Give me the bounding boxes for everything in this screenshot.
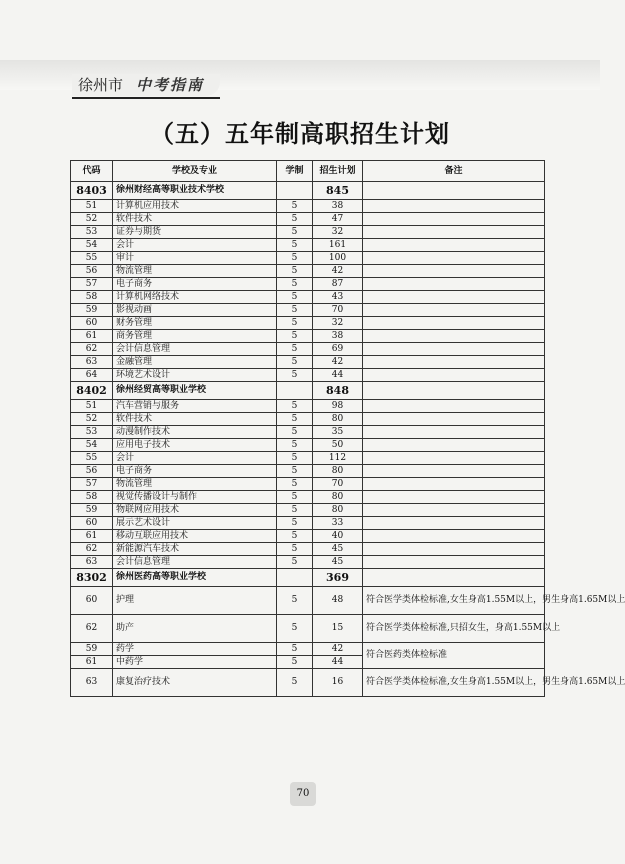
- major-cell: 应用电子技术: [113, 439, 277, 452]
- major-cell: 助产: [113, 615, 277, 643]
- years-cell: 5: [277, 669, 313, 697]
- years-cell: [277, 182, 313, 200]
- remark-cell: [363, 400, 545, 413]
- years-cell: 5: [277, 504, 313, 517]
- header-remark: 备注: [363, 161, 545, 182]
- years-cell: 5: [277, 478, 313, 491]
- quota-cell: 43: [313, 291, 363, 304]
- remark-cell: [363, 504, 545, 517]
- table-row: [71, 478, 545, 491]
- school-name-cell: 徐州财经高等职业技术学校: [113, 182, 277, 200]
- years-cell: 5: [277, 413, 313, 426]
- major-cell: 软件技术: [113, 213, 277, 226]
- quota-cell: 45: [313, 556, 363, 569]
- table-row: [71, 587, 545, 615]
- quota-cell: 47: [313, 213, 363, 226]
- remark-cell: [363, 343, 545, 356]
- code-cell: 8403: [71, 182, 113, 200]
- major-cell: 中药学: [113, 656, 277, 669]
- major-cell: 汽车营销与服务: [113, 400, 277, 413]
- code-cell: 63: [71, 669, 113, 697]
- code-cell: 63: [71, 556, 113, 569]
- code-cell: 60: [71, 317, 113, 330]
- quota-cell: 35: [313, 426, 363, 439]
- quota-cell: 32: [313, 317, 363, 330]
- remark-cell: [363, 569, 545, 587]
- remark-cell: [363, 317, 545, 330]
- table-row: [71, 239, 545, 252]
- table-row: [71, 213, 545, 226]
- major-cell: 新能源汽车技术: [113, 543, 277, 556]
- years-cell: 5: [277, 615, 313, 643]
- table-row: [71, 504, 545, 517]
- major-cell: 会计信息管理: [113, 343, 277, 356]
- years-cell: 5: [277, 200, 313, 213]
- remark-cell: 符合医学类体检标准,女生身高1.55M以上，男生身高1.65M以上: [363, 587, 545, 615]
- table-row: [71, 265, 545, 278]
- major-cell: 展示艺术设计: [113, 517, 277, 530]
- quota-cell: 38: [313, 330, 363, 343]
- remark-cell: [363, 304, 545, 317]
- years-cell: 5: [277, 452, 313, 465]
- years-cell: [277, 382, 313, 400]
- major-cell: 环境艺术设计: [113, 369, 277, 382]
- remark-cell: 符合医学类体检标准,只招女生，身高1.55M以上: [363, 615, 545, 643]
- major-cell: 电子商务: [113, 465, 277, 478]
- major-cell: 物流管理: [113, 265, 277, 278]
- quota-cell: 48: [313, 587, 363, 615]
- code-cell: 62: [71, 343, 113, 356]
- years-cell: 5: [277, 587, 313, 615]
- table-row: [71, 465, 545, 478]
- major-cell: 物联网应用技术: [113, 504, 277, 517]
- code-cell: 59: [71, 304, 113, 317]
- table-row: [71, 252, 545, 265]
- remark-cell: [363, 291, 545, 304]
- remark-cell: [363, 382, 545, 400]
- table-row: [71, 439, 545, 452]
- header-code: 代码: [71, 161, 113, 182]
- major-cell: 审计: [113, 252, 277, 265]
- quota-cell: 70: [313, 478, 363, 491]
- quota-cell: 369: [313, 569, 363, 587]
- code-cell: 51: [71, 200, 113, 213]
- years-cell: 5: [277, 517, 313, 530]
- table-row: [71, 400, 545, 413]
- code-cell: 55: [71, 252, 113, 265]
- table-row: [71, 200, 545, 213]
- remark-cell: 符合医药类体检标准: [363, 643, 545, 669]
- code-cell: 57: [71, 478, 113, 491]
- table-row: [71, 413, 545, 426]
- years-cell: 5: [277, 226, 313, 239]
- quota-cell: 80: [313, 491, 363, 504]
- code-cell: 55: [71, 452, 113, 465]
- code-cell: 59: [71, 643, 113, 656]
- years-cell: 5: [277, 465, 313, 478]
- header-city: 徐州市: [78, 76, 124, 94]
- quota-cell: 100: [313, 252, 363, 265]
- years-cell: 5: [277, 304, 313, 317]
- running-header: [72, 74, 220, 96]
- quota-cell: 80: [313, 465, 363, 478]
- remark-cell: [363, 491, 545, 504]
- table-header-row: [71, 161, 545, 182]
- table-row: [71, 278, 545, 291]
- code-cell: 52: [71, 413, 113, 426]
- years-cell: 5: [277, 439, 313, 452]
- table-row: [71, 669, 545, 697]
- years-cell: 5: [277, 556, 313, 569]
- major-cell: 会计: [113, 239, 277, 252]
- remark-cell: [363, 200, 545, 213]
- remark-cell: [363, 556, 545, 569]
- code-cell: 8402: [71, 382, 113, 400]
- major-cell: 金融管理: [113, 356, 277, 369]
- code-cell: 53: [71, 226, 113, 239]
- quota-cell: 98: [313, 400, 363, 413]
- major-cell: 会计: [113, 452, 277, 465]
- code-cell: 64: [71, 369, 113, 382]
- remark-cell: [363, 517, 545, 530]
- school-name-cell: 徐州医药高等职业学校: [113, 569, 277, 587]
- major-cell: 财务管理: [113, 317, 277, 330]
- code-cell: 54: [71, 239, 113, 252]
- quota-cell: 42: [313, 265, 363, 278]
- code-cell: 60: [71, 587, 113, 615]
- remark-cell: [363, 252, 545, 265]
- major-cell: 药学: [113, 643, 277, 656]
- quota-cell: 848: [313, 382, 363, 400]
- years-cell: 5: [277, 252, 313, 265]
- code-cell: 62: [71, 615, 113, 643]
- table-row: [71, 426, 545, 439]
- header-years: 学制: [277, 161, 313, 182]
- remark-cell: [363, 369, 545, 382]
- code-cell: 59: [71, 504, 113, 517]
- code-cell: 56: [71, 465, 113, 478]
- years-cell: 5: [277, 239, 313, 252]
- quota-cell: 44: [313, 656, 363, 669]
- quota-cell: 15: [313, 615, 363, 643]
- school-row: [71, 182, 545, 200]
- header-rule: [72, 97, 220, 99]
- table-row: [71, 343, 545, 356]
- table-row: [71, 317, 545, 330]
- code-cell: 63: [71, 356, 113, 369]
- table-row: [71, 356, 545, 369]
- years-cell: 5: [277, 643, 313, 656]
- years-cell: 5: [277, 400, 313, 413]
- code-cell: 58: [71, 491, 113, 504]
- remark-cell: [363, 439, 545, 452]
- table-row: [71, 291, 545, 304]
- table-row: [71, 556, 545, 569]
- code-cell: 62: [71, 543, 113, 556]
- code-cell: 56: [71, 265, 113, 278]
- school-name-cell: 徐州经贸高等职业学校: [113, 382, 277, 400]
- remark-cell: [363, 265, 545, 278]
- years-cell: 5: [277, 213, 313, 226]
- major-cell: 康复治疗技术: [113, 669, 277, 697]
- remark-cell: [363, 426, 545, 439]
- major-cell: 移动互联应用技术: [113, 530, 277, 543]
- years-cell: 5: [277, 356, 313, 369]
- major-cell: 影视动画: [113, 304, 277, 317]
- remark-cell: [363, 226, 545, 239]
- major-cell: 护理: [113, 587, 277, 615]
- remark-cell: [363, 213, 545, 226]
- years-cell: 5: [277, 265, 313, 278]
- table-row: [71, 517, 545, 530]
- remark-cell: [363, 278, 545, 291]
- remark-cell: [363, 543, 545, 556]
- remark-cell: [363, 182, 545, 200]
- major-cell: 物流管理: [113, 478, 277, 491]
- years-cell: 5: [277, 343, 313, 356]
- code-cell: 8302: [71, 569, 113, 587]
- major-cell: 软件技术: [113, 413, 277, 426]
- major-cell: 商务管理: [113, 330, 277, 343]
- quota-cell: 38: [313, 200, 363, 213]
- quota-cell: 44: [313, 369, 363, 382]
- code-cell: 60: [71, 517, 113, 530]
- table-row: [71, 615, 545, 643]
- quota-cell: 40: [313, 530, 363, 543]
- code-cell: 52: [71, 213, 113, 226]
- years-cell: 5: [277, 291, 313, 304]
- code-cell: 54: [71, 439, 113, 452]
- quota-cell: 87: [313, 278, 363, 291]
- major-cell: 计算机应用技术: [113, 200, 277, 213]
- page-number: 70: [290, 782, 316, 806]
- code-cell: 51: [71, 400, 113, 413]
- years-cell: [277, 569, 313, 587]
- header-school: 学校及专业: [113, 161, 277, 182]
- quota-cell: 50: [313, 439, 363, 452]
- quota-cell: 32: [313, 226, 363, 239]
- remark-cell: [363, 330, 545, 343]
- table-row: [71, 369, 545, 382]
- table-row: [71, 643, 545, 656]
- quota-cell: 161: [313, 239, 363, 252]
- quota-cell: 845: [313, 182, 363, 200]
- years-cell: 5: [277, 426, 313, 439]
- quota-cell: 80: [313, 504, 363, 517]
- table-row: [71, 330, 545, 343]
- remark-cell: [363, 465, 545, 478]
- table-row: [71, 491, 545, 504]
- quota-cell: 16: [313, 669, 363, 697]
- remark-cell: [363, 239, 545, 252]
- years-cell: 5: [277, 317, 313, 330]
- school-row: [71, 382, 545, 400]
- school-row: [71, 569, 545, 587]
- quota-cell: 112: [313, 452, 363, 465]
- table-row: [71, 304, 545, 317]
- remark-cell: [363, 478, 545, 491]
- page-title: （五）五年制高职招生计划: [150, 120, 450, 148]
- quota-cell: 42: [313, 356, 363, 369]
- remark-cell: [363, 356, 545, 369]
- remark-cell: [363, 413, 545, 426]
- quota-cell: 69: [313, 343, 363, 356]
- years-cell: 5: [277, 491, 313, 504]
- quota-cell: 45: [313, 543, 363, 556]
- quota-cell: 70: [313, 304, 363, 317]
- years-cell: 5: [277, 656, 313, 669]
- years-cell: 5: [277, 278, 313, 291]
- major-cell: 电子商务: [113, 278, 277, 291]
- table-row: [71, 543, 545, 556]
- remark-cell: [363, 530, 545, 543]
- years-cell: 5: [277, 369, 313, 382]
- major-cell: 动漫制作技术: [113, 426, 277, 439]
- code-cell: 61: [71, 656, 113, 669]
- code-cell: 53: [71, 426, 113, 439]
- quota-cell: 80: [313, 413, 363, 426]
- table-row: [71, 530, 545, 543]
- major-cell: 计算机网络技术: [113, 291, 277, 304]
- enrollment-plan-table: [70, 160, 625, 697]
- quota-cell: 33: [313, 517, 363, 530]
- code-cell: 61: [71, 530, 113, 543]
- code-cell: 57: [71, 278, 113, 291]
- major-cell: 证券与期货: [113, 226, 277, 239]
- years-cell: 5: [277, 330, 313, 343]
- remark-cell: 符合医学类体检标准,女生身高1.55M以上，男生身高1.65M以上: [363, 669, 545, 697]
- major-cell: 视觉传播设计与制作: [113, 491, 277, 504]
- quota-cell: 42: [313, 643, 363, 656]
- remark-cell: [363, 452, 545, 465]
- major-cell: 会计信息管理: [113, 556, 277, 569]
- table-row: [71, 452, 545, 465]
- code-cell: 61: [71, 330, 113, 343]
- years-cell: 5: [277, 543, 313, 556]
- table-row: [71, 226, 545, 239]
- years-cell: 5: [277, 530, 313, 543]
- header-quota: 招生计划: [313, 161, 363, 182]
- header-brand-logo: 中考指南: [136, 76, 205, 94]
- code-cell: 58: [71, 291, 113, 304]
